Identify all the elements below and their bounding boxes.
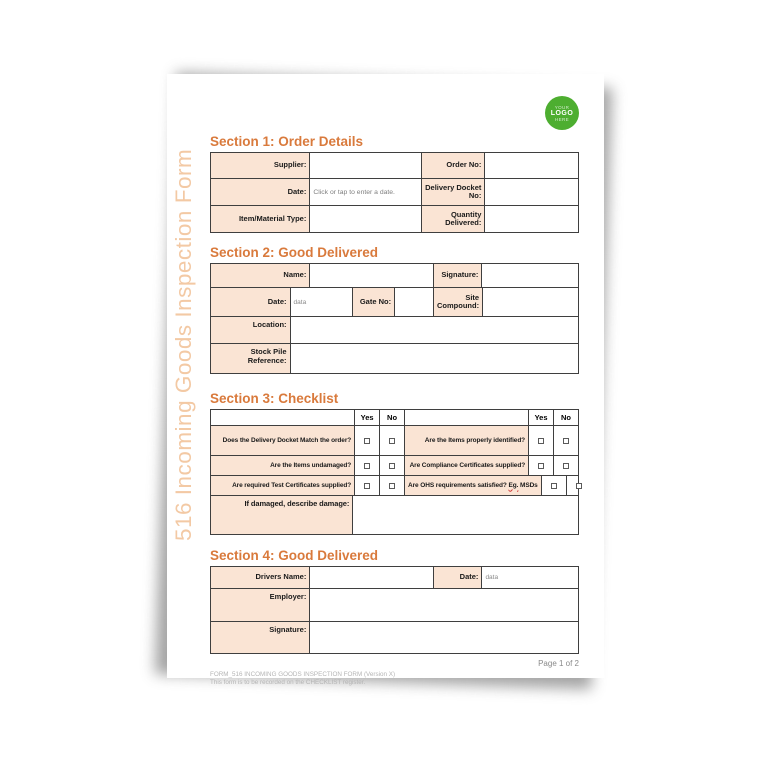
table-row	[211, 287, 578, 316]
table-row	[211, 205, 578, 232]
checklist-row	[211, 425, 578, 455]
checkbox-icon[interactable]	[538, 438, 544, 444]
checkbox-icon[interactable]	[364, 438, 370, 444]
checkbox-icon[interactable]	[364, 463, 370, 469]
no-column-header: No	[553, 410, 578, 425]
table-row	[211, 153, 578, 178]
checklist-row	[211, 455, 578, 475]
employer-label: Employer:	[211, 589, 309, 621]
footer-register-note: This form is to be recorded on the CHECKLIST register.	[210, 679, 366, 686]
name-label: Name:	[211, 264, 309, 287]
driver-date-label: Date:	[433, 567, 482, 588]
form-document-page	[167, 74, 604, 686]
checkbox-cell[interactable]	[379, 456, 404, 475]
logo-text-bottom: HERE	[554, 116, 570, 122]
question-compliance-certificates: Are Compliance Certificates supplied?	[404, 456, 528, 475]
table-row	[211, 343, 578, 373]
date-picker-placeholder[interactable]: Click or tap to enter a date.	[313, 188, 395, 196]
order-date-label: Date:	[211, 179, 309, 205]
table-row	[211, 588, 578, 621]
driver-date-value[interactable]: data	[485, 574, 499, 581]
company-logo-placeholder-icon	[545, 96, 579, 130]
checkbox-cell[interactable]	[566, 476, 591, 495]
stock-pile-label: Stock Pile Reference:	[211, 344, 290, 373]
checkbox-icon[interactable]	[563, 463, 569, 469]
checklist-header-spacer	[404, 410, 528, 425]
checkbox-cell[interactable]	[553, 456, 578, 475]
section1-table	[210, 152, 579, 233]
checkbox-icon[interactable]	[389, 463, 395, 469]
checklist-header-spacer	[211, 410, 354, 425]
checkbox-cell[interactable]	[379, 426, 404, 455]
checkbox-cell[interactable]	[528, 426, 553, 455]
checkbox-cell[interactable]	[553, 426, 578, 455]
delivery-date-value[interactable]: data	[293, 298, 307, 306]
driver-date-field[interactable]	[481, 567, 578, 588]
site-compound-field[interactable]	[482, 288, 579, 316]
checkbox-icon[interactable]	[563, 438, 569, 444]
checkbox-icon[interactable]	[576, 483, 582, 489]
section2-table	[210, 263, 579, 374]
location-field[interactable]	[290, 317, 578, 343]
table-row	[211, 495, 578, 534]
delivery-docket-label: Delivery Docket No:	[421, 179, 484, 205]
driver-signature-field[interactable]	[309, 622, 578, 653]
logo-text-mid: LOGO	[550, 109, 574, 117]
checkbox-icon[interactable]	[551, 483, 557, 489]
form-content	[210, 134, 579, 687]
table-row	[211, 316, 578, 343]
checkbox-cell[interactable]	[354, 456, 379, 475]
drivers-name-field[interactable]	[309, 567, 432, 588]
no-column-header: No	[379, 410, 404, 425]
stock-pile-field[interactable]	[290, 344, 578, 373]
checkbox-cell[interactable]	[528, 456, 553, 475]
footer-form-id: FORM_516 INCOMING GOODS INSPECTION FORM (Version X)	[210, 671, 396, 678]
section3-table	[210, 409, 579, 535]
quantity-delivered-field[interactable]	[484, 206, 578, 232]
delivery-docket-field[interactable]	[484, 179, 578, 205]
checkbox-icon[interactable]	[364, 483, 370, 489]
signature-label: Signature:	[433, 264, 482, 287]
damage-description-label: If damaged, describe damage:	[211, 496, 352, 534]
section3-heading: Section 3: Checklist	[210, 391, 339, 406]
supplier-field[interactable]	[309, 153, 421, 178]
damage-description-field[interactable]	[352, 496, 578, 534]
order-no-label: Order No:	[421, 153, 484, 178]
section1-heading: Section 1: Order Details	[210, 134, 364, 149]
ohs-question-tail: MSDs	[518, 481, 538, 489]
question-items-identified: Are the Items properly identified?	[404, 426, 528, 455]
yes-column-header: Yes	[354, 410, 379, 425]
location-label: Location:	[211, 317, 290, 343]
checkbox-icon[interactable]	[538, 463, 544, 469]
checklist-row	[211, 475, 578, 495]
section2-heading: Section 2: Good Delivered	[210, 245, 379, 260]
table-row	[211, 264, 578, 287]
quantity-delivered-label: Quantity Delivered:	[421, 206, 484, 232]
order-no-field[interactable]	[484, 153, 578, 178]
page-number: Page 1 of 2	[538, 659, 579, 668]
supplier-label: Supplier:	[211, 153, 309, 178]
delivery-date-label: Date:	[211, 288, 290, 316]
checkbox-cell[interactable]	[354, 476, 379, 495]
table-row	[211, 178, 578, 205]
item-type-field[interactable]	[309, 206, 421, 232]
checkbox-icon[interactable]	[389, 438, 395, 444]
table-row	[211, 621, 578, 653]
checkbox-cell[interactable]	[379, 476, 404, 495]
vertical-form-title: 516 Incoming Goods Inspection Form	[171, 148, 196, 541]
delivery-date-field[interactable]	[290, 288, 353, 316]
ohs-question-text: Are OHS requirements satisfied?	[408, 481, 509, 489]
driver-signature-label: Signature:	[211, 622, 309, 653]
checkbox-cell[interactable]	[541, 476, 566, 495]
checklist-header-row	[211, 410, 578, 425]
name-field[interactable]	[309, 264, 432, 287]
question-test-certificates: Are required Test Certificates supplied?	[211, 476, 354, 495]
checkbox-cell[interactable]	[354, 426, 379, 455]
signature-field[interactable]	[481, 264, 578, 287]
checkbox-icon[interactable]	[389, 483, 395, 489]
employer-field[interactable]	[309, 589, 578, 621]
item-type-label: Item/Material Type:	[211, 206, 309, 232]
question-ohs-requirements	[404, 476, 541, 495]
order-date-picker-field[interactable]	[309, 179, 421, 205]
question-docket-match: Does the Delivery Docket Match the order?	[211, 426, 354, 455]
ohs-question-eg-misspell: Eg.	[508, 481, 519, 489]
yes-column-header: Yes	[528, 410, 553, 425]
gate-no-label: Gate No:	[352, 288, 394, 316]
site-compound-label: Site Compound:	[433, 288, 482, 316]
gate-no-field[interactable]	[394, 288, 433, 316]
question-items-undamaged: Are the Items undamaged?	[211, 456, 354, 475]
section4-heading: Section 4: Good Delivered	[210, 548, 379, 563]
table-row	[211, 567, 578, 588]
drivers-name-label: Drivers Name:	[211, 567, 309, 588]
logo-text-top: YOUR	[554, 104, 570, 110]
section4-table	[210, 566, 579, 654]
